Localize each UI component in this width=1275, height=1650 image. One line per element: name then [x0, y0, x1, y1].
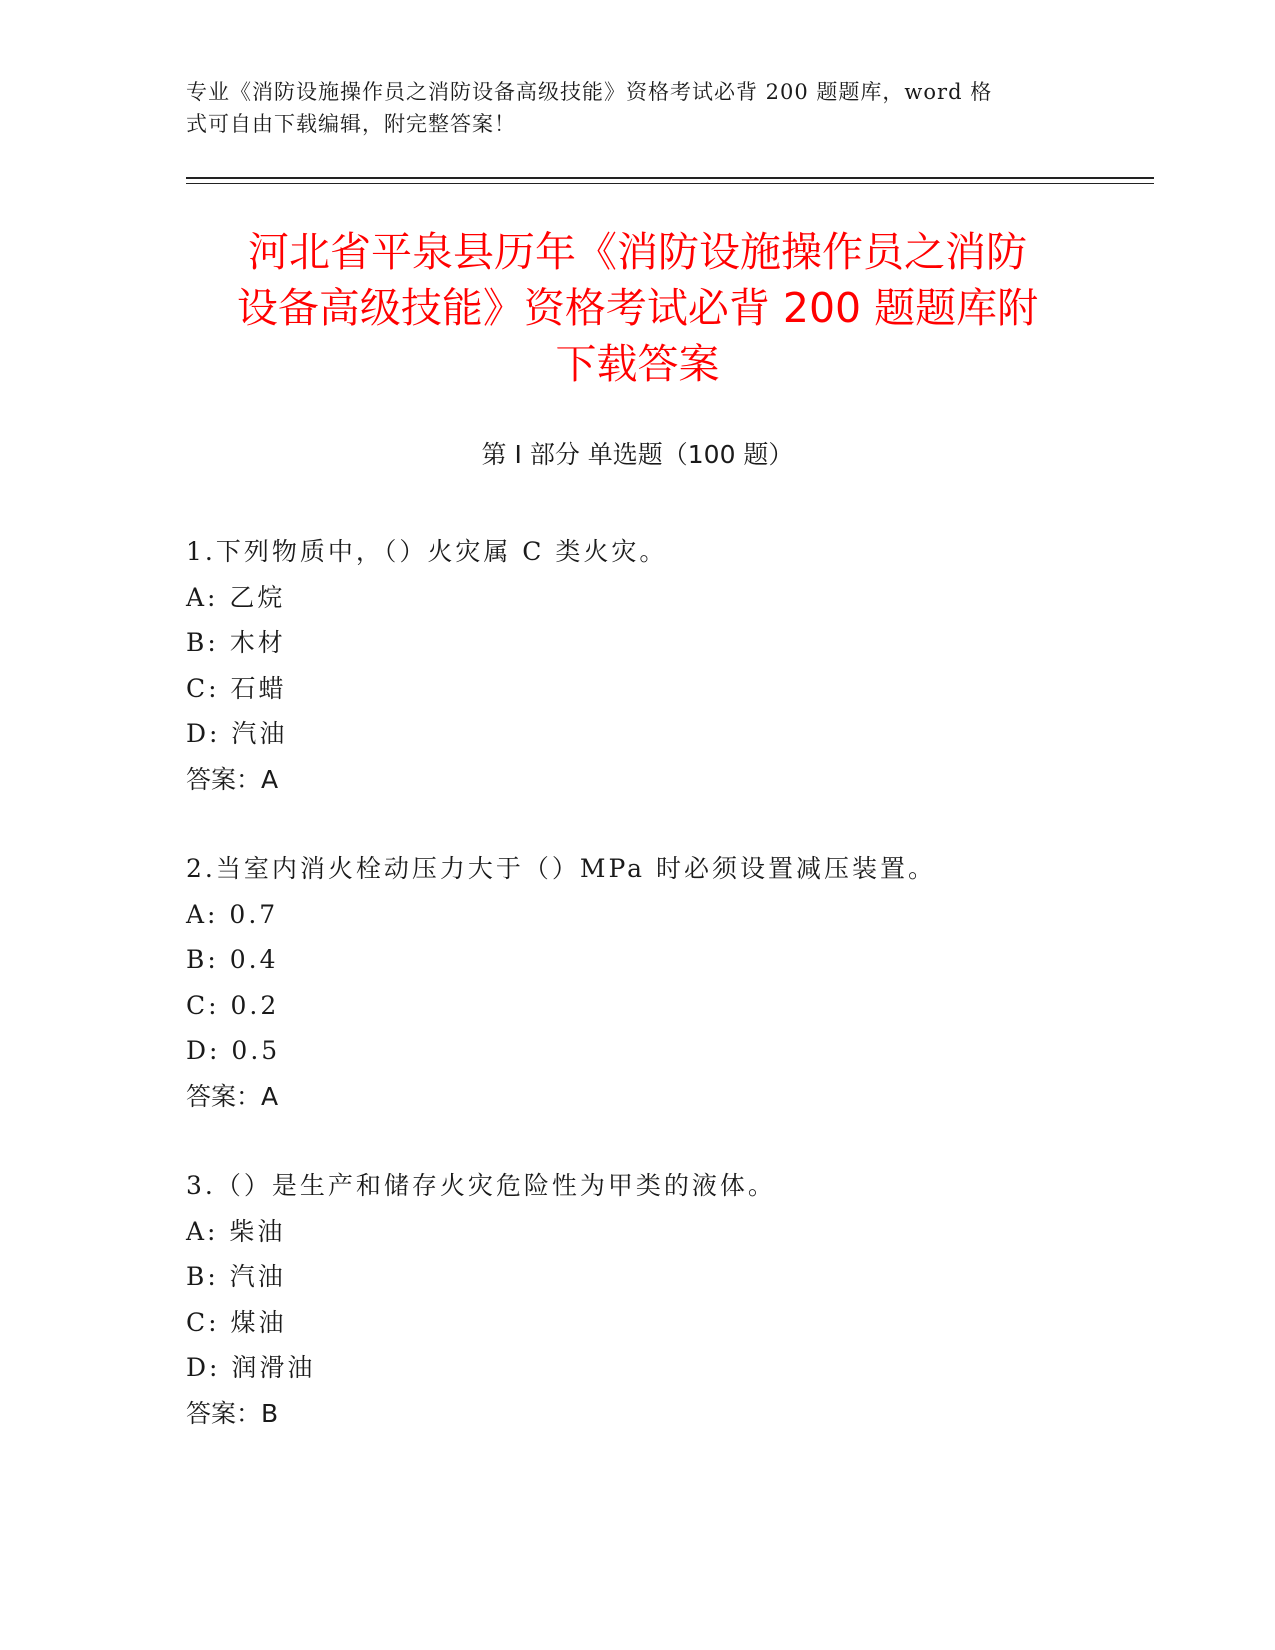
header-note-line-2: 式可自由下载编辑，附完整答案！ — [186, 112, 516, 136]
header-divider-thin — [186, 183, 1154, 184]
document-title — [186, 224, 1089, 392]
section-heading: 第 I 部分 单选题（100 题） — [481, 440, 794, 469]
answer-label: 答案：A — [186, 764, 279, 794]
question-3 — [186, 1163, 1126, 1436]
document-title-line-2: 设备高级技能》资格考试必背 200 题题库附 — [236, 284, 1039, 332]
document-title-line-3: 下载答案 — [555, 340, 720, 388]
question-list — [186, 529, 1126, 1436]
option-c: C: 煤油 — [186, 1307, 287, 1337]
option-c: C: 0.2 — [186, 990, 280, 1020]
option-b: B: 汽油 — [186, 1262, 286, 1291]
question-2 — [186, 846, 1126, 1119]
option-d: D: 0.5 — [186, 1036, 281, 1065]
answer-label: 答案：B — [186, 1398, 279, 1428]
option-a: A: 0.7 — [186, 899, 279, 929]
option-b: B: 0.4 — [186, 945, 279, 974]
option-d: D: 润滑油 — [186, 1353, 316, 1382]
header-note — [186, 76, 1066, 140]
option-b: B: 木材 — [186, 628, 286, 657]
question-stem: 2.当室内消火栓动压力大于（）MPa 时必须设置减压装置。 — [186, 854, 937, 883]
document-title-line-1: 河北省平泉县历年《消防设施操作员之消防 — [248, 228, 1027, 276]
question-stem: 1.下列物质中，（）火灾属 C 类火灾。 — [186, 537, 668, 566]
header-divider-thick — [186, 177, 1154, 179]
answer-label: 答案：A — [186, 1081, 279, 1111]
header-note-line-1: 专业《消防设施操作员之消防设备高级技能》资格考试必背 200 题题库，word 格 — [186, 80, 993, 104]
question-stem: 3.（）是生产和储存火灾危险性为甲类的液体。 — [186, 1171, 776, 1200]
option-a: A: 柴油 — [186, 1216, 286, 1246]
option-a: A: 乙烷 — [186, 582, 286, 612]
option-c: C: 石蜡 — [186, 673, 287, 703]
question-1 — [186, 529, 1126, 802]
option-d: D: 汽油 — [186, 719, 288, 748]
